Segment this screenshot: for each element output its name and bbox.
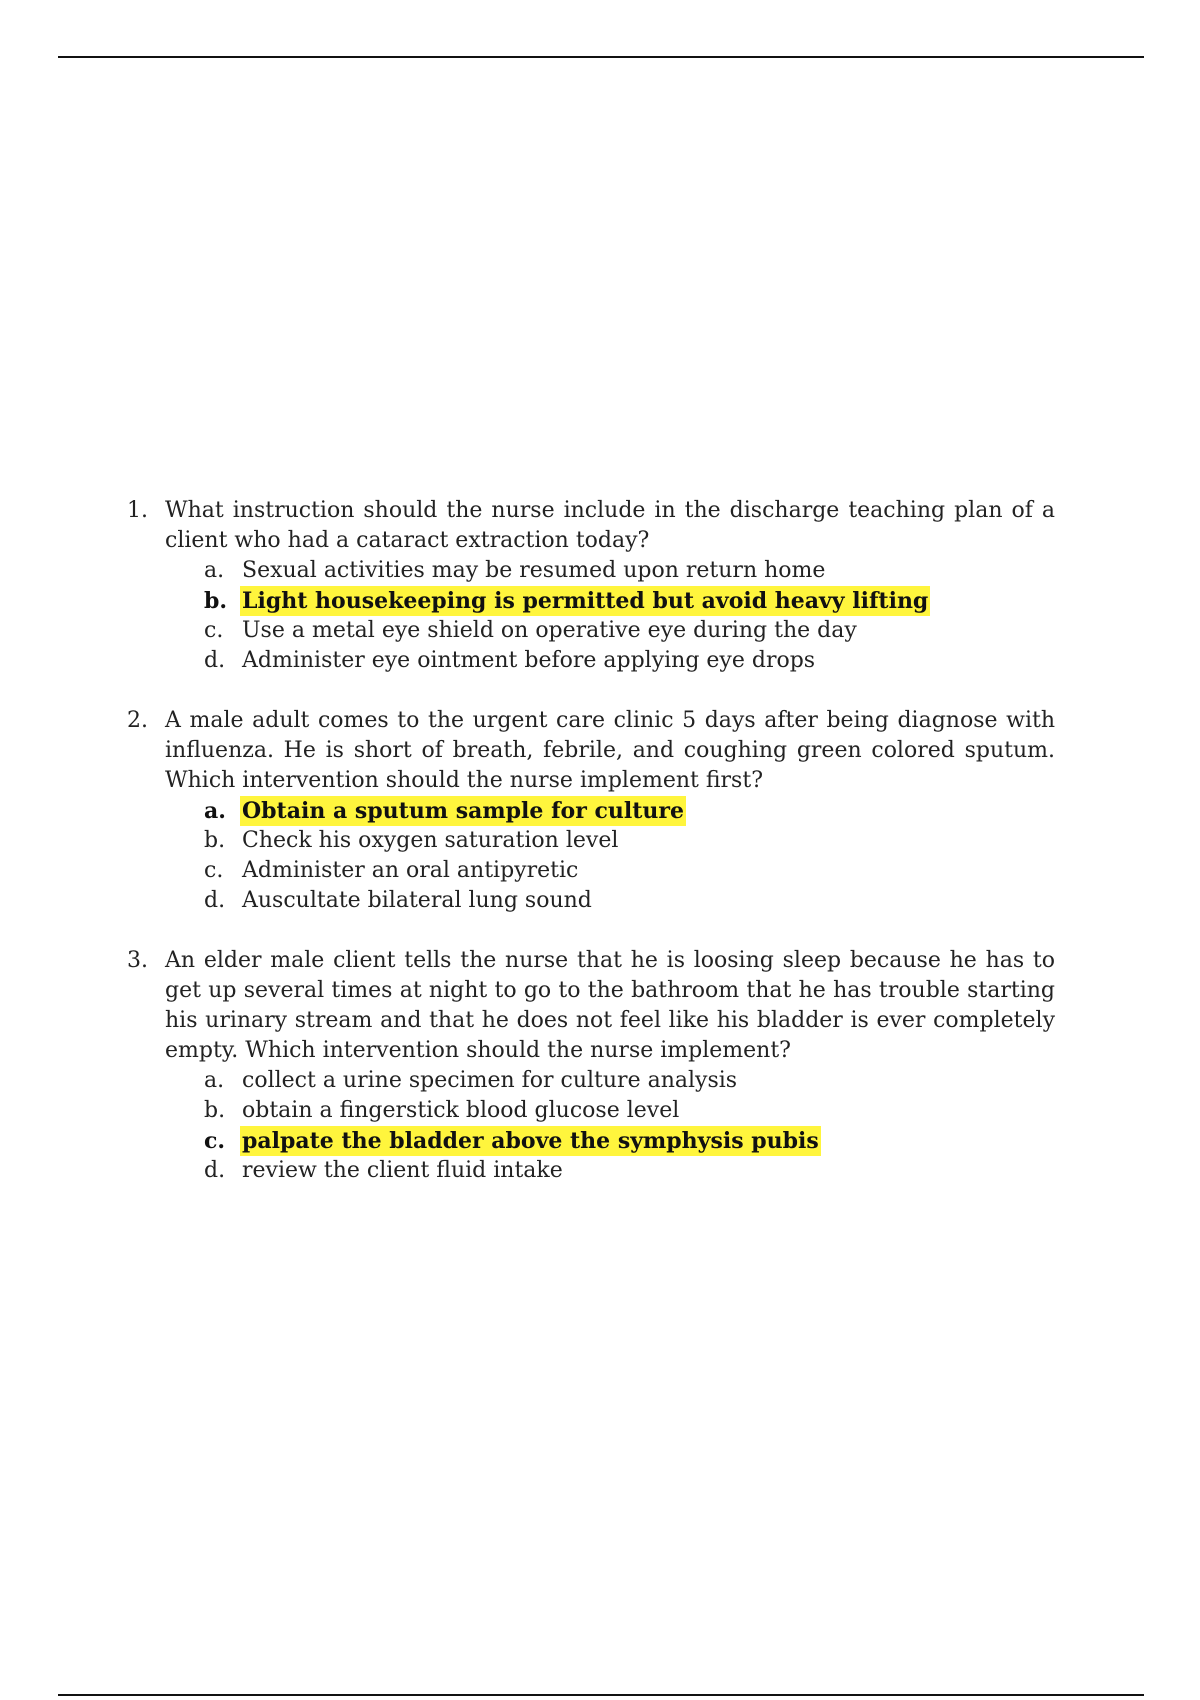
option-letter: a. xyxy=(204,798,226,824)
option-c xyxy=(0,616,1200,646)
question-1 xyxy=(0,496,1200,676)
option-letter: c. xyxy=(204,618,224,643)
option-d xyxy=(0,1156,1200,1186)
question-number: 1. xyxy=(127,498,148,523)
question-3 xyxy=(0,946,1200,1186)
option-letter: d. xyxy=(204,648,226,673)
option-d xyxy=(0,646,1200,676)
option-letter: b. xyxy=(204,828,226,853)
question-list xyxy=(0,496,1200,1216)
option-text: Use a metal eye shield on operative eye during the day xyxy=(242,618,857,643)
option-text: Auscultate bilateral lung sound xyxy=(242,888,592,913)
option-b xyxy=(0,826,1200,856)
question-2 xyxy=(0,706,1200,916)
option-text: Sexual activities may be resumed upon return home xyxy=(242,558,826,583)
question-number: 3. xyxy=(127,948,148,973)
option-b-highlighted-answer xyxy=(0,586,1200,616)
option-letter: a. xyxy=(204,1068,225,1093)
option-text: Administer an oral antipyretic xyxy=(242,858,579,883)
option-text: collect a urine specimen for culture analysis xyxy=(242,1068,738,1093)
option-a-highlighted-answer xyxy=(0,796,1200,826)
option-c xyxy=(0,856,1200,886)
answer-options xyxy=(0,556,1200,676)
option-text: review the client fluid intake xyxy=(242,1158,563,1183)
top-divider xyxy=(58,56,1144,58)
bottom-divider xyxy=(58,1694,1144,1696)
option-b xyxy=(0,1096,1200,1126)
option-letter: a. xyxy=(204,558,225,583)
answer-options xyxy=(0,1066,1200,1186)
question-number: 2. xyxy=(127,708,148,733)
question-text: An elder male client tells the nurse that he is loosing sleep because he has to get up several times at night to go to the bathroom that he has trouble starting his urinary stream and that he does not feel like his bladder is ever completely empty. Which intervention should the nurse implement? xyxy=(165,948,1055,1063)
option-letter: c. xyxy=(204,858,224,883)
option-text: Administer eye ointment before applying eye drops xyxy=(242,648,816,673)
option-c-highlighted-answer xyxy=(0,1126,1200,1156)
option-letter: b. xyxy=(204,588,228,614)
question-text: What instruction should the nurse include in the discharge teaching plan of a client who had a cataract extraction today? xyxy=(165,498,1055,553)
option-text: Light housekeeping is permitted but avoid heavy lifting xyxy=(242,588,929,614)
option-letter: d. xyxy=(204,1158,226,1183)
question-text: A male adult comes to the urgent care clinic 5 days after being diagnose with influenza. He is short of breath, febrile, and coughing green colored sputum. Which intervention should the nurse implement first? xyxy=(165,708,1055,793)
option-letter: b. xyxy=(204,1098,226,1123)
option-text: Check his oxygen saturation level xyxy=(242,828,619,853)
option-text: palpate the bladder above the symphysis pubis xyxy=(242,1128,819,1154)
option-a xyxy=(0,556,1200,586)
option-letter: c. xyxy=(204,1128,226,1154)
option-d xyxy=(0,886,1200,916)
option-letter: d. xyxy=(204,888,226,913)
answer-options xyxy=(0,796,1200,916)
option-text: Obtain a sputum sample for culture xyxy=(242,798,684,824)
option-text: obtain a fingerstick blood glucose level xyxy=(242,1098,680,1123)
option-a xyxy=(0,1066,1200,1096)
